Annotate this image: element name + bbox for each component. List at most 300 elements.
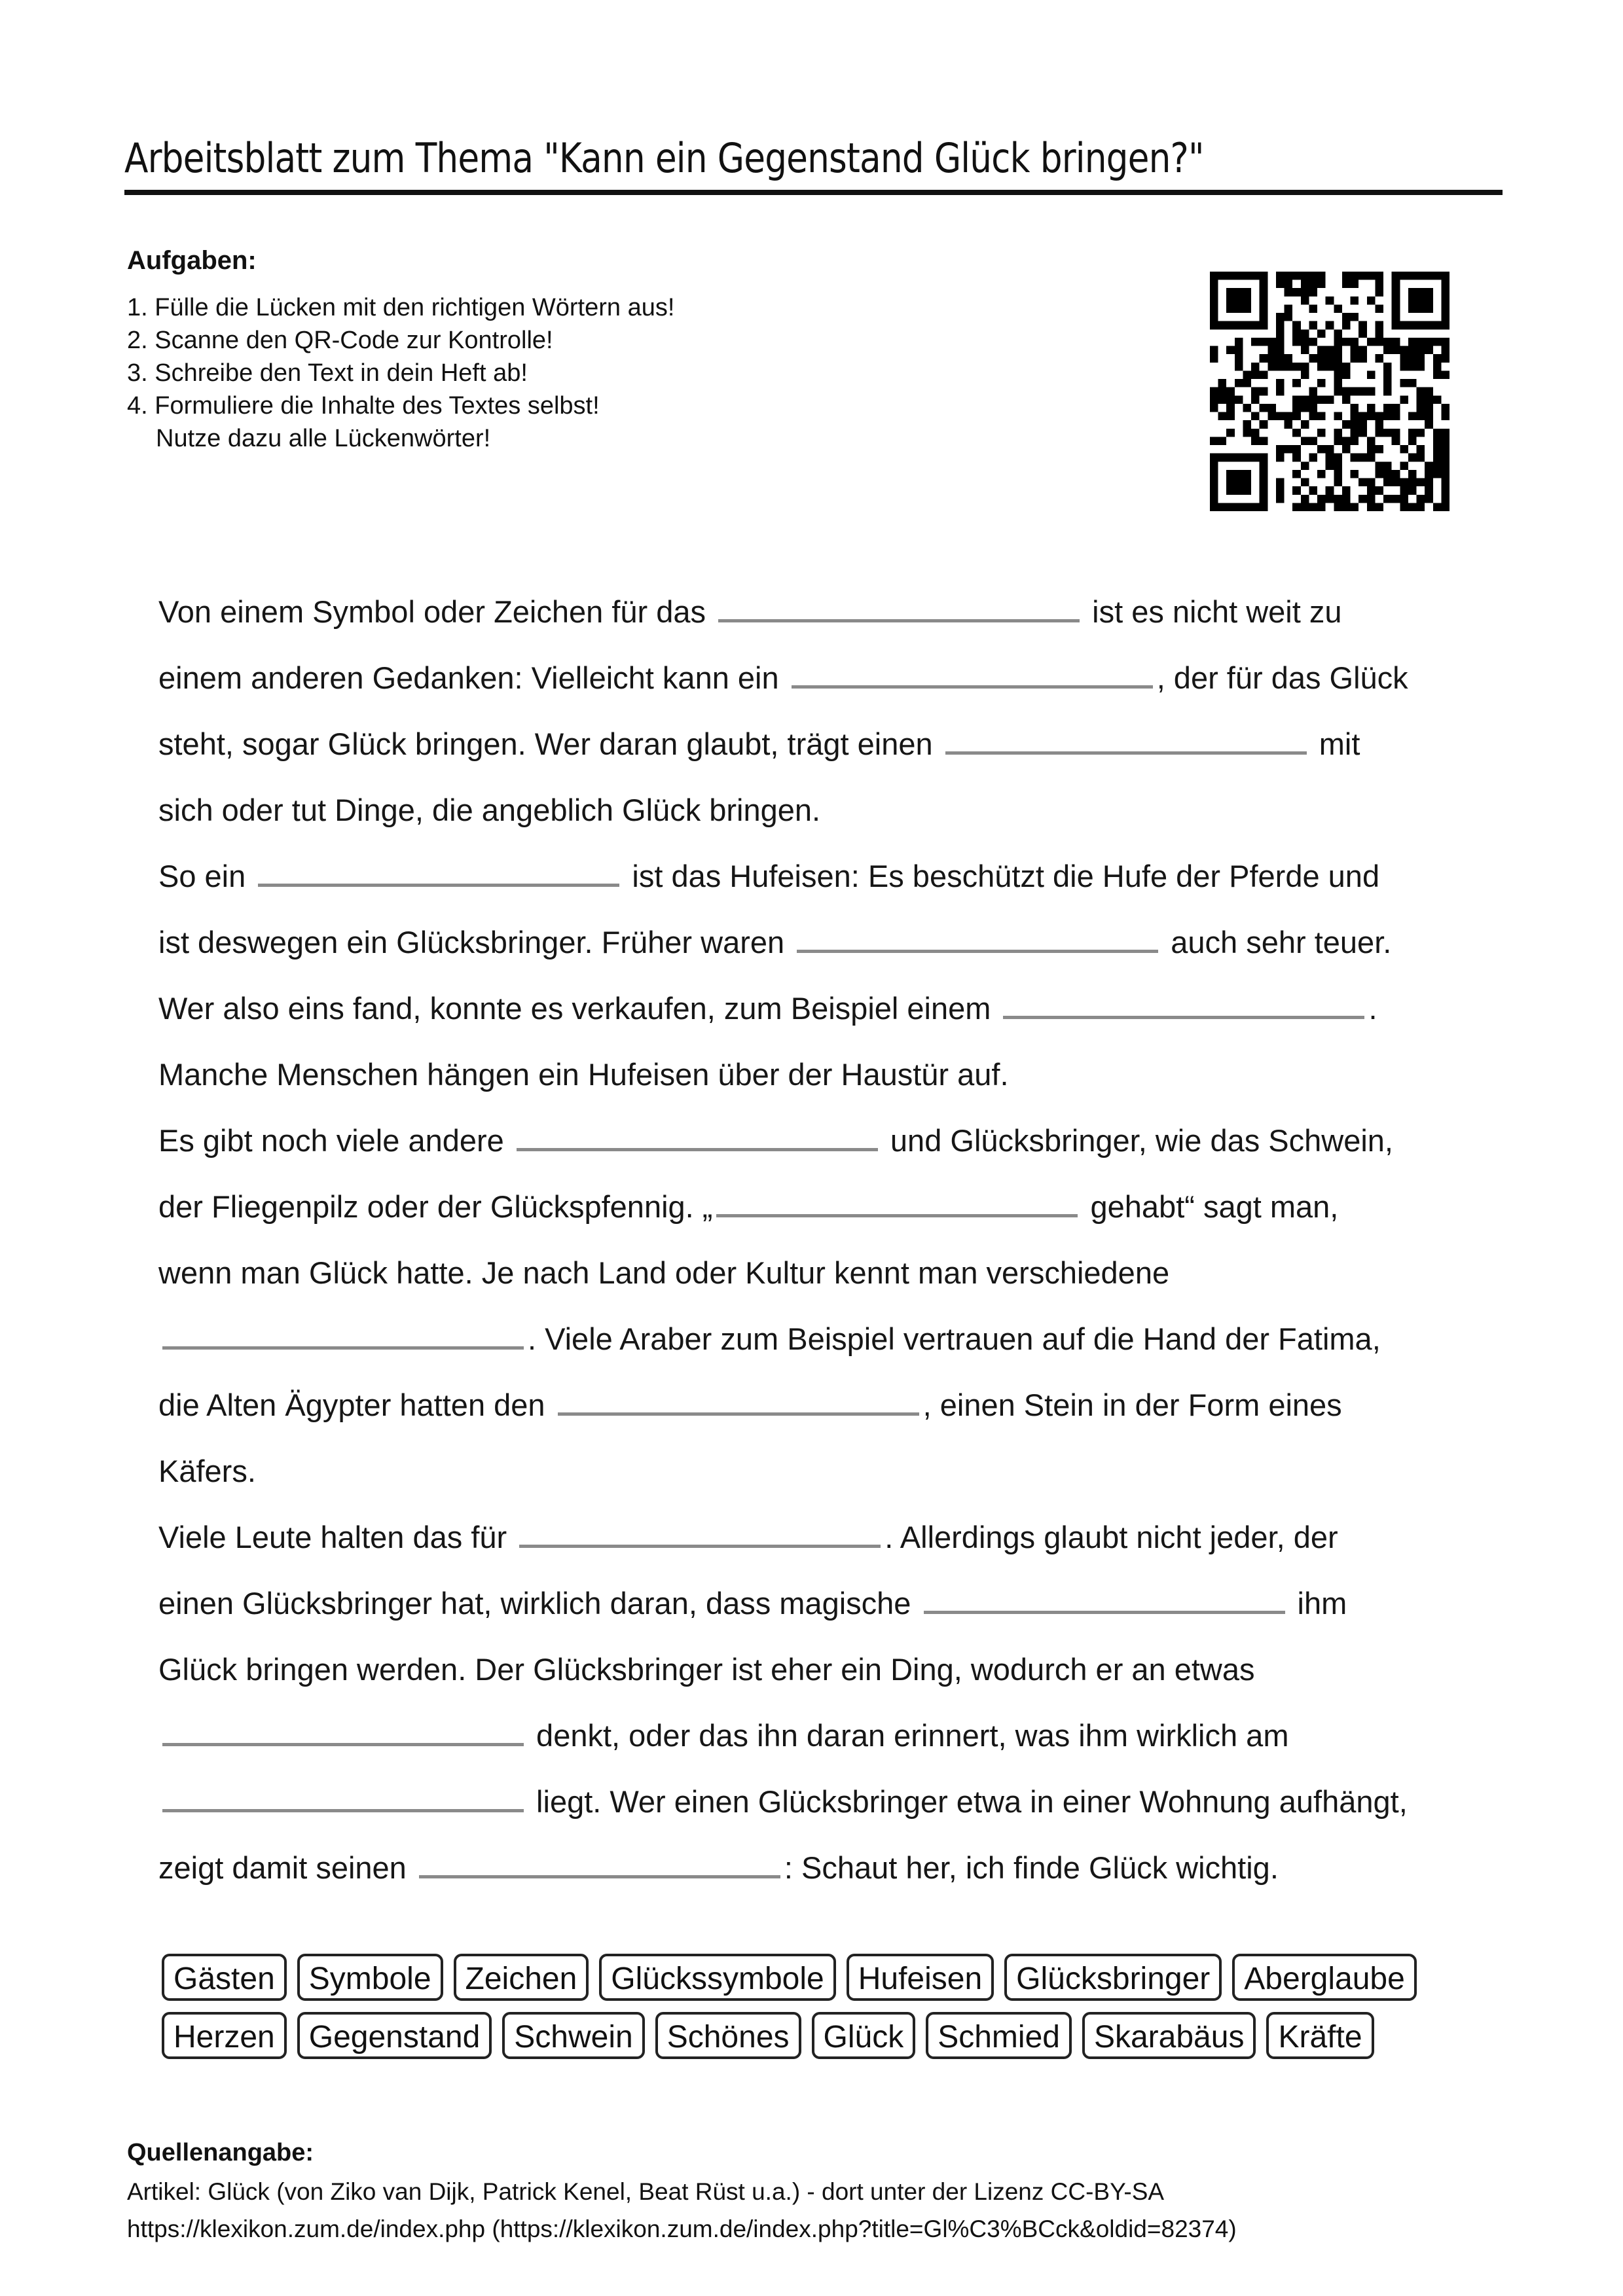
qr-module — [1243, 296, 1251, 305]
qr-module — [1417, 454, 1425, 462]
qr-module — [1210, 346, 1218, 355]
qr-module — [1260, 313, 1268, 321]
qr-module — [1251, 503, 1260, 511]
qr-module — [1400, 495, 1408, 503]
qr-module — [1210, 486, 1218, 495]
qr-module — [1260, 288, 1268, 296]
qr-module — [1292, 379, 1301, 387]
blank-field[interactable] — [258, 857, 619, 887]
qr-module — [1292, 363, 1301, 371]
qr-module — [1425, 346, 1433, 355]
qr-module — [1375, 445, 1383, 454]
cloze-segment: Viele Leute halten das für — [158, 1520, 516, 1554]
qr-module — [1342, 338, 1351, 346]
cloze-segment: : Schaut her, ich finde Glück wichtig. — [784, 1850, 1279, 1885]
qr-module — [1334, 370, 1342, 379]
cloze-line — [158, 1716, 1507, 1782]
qr-module — [1383, 379, 1392, 387]
qr-module — [1351, 387, 1359, 396]
qr-module — [1383, 478, 1392, 487]
qr-module — [1400, 272, 1408, 280]
word-chip[interactable]: Schönes — [655, 2012, 801, 2059]
qr-module — [1276, 445, 1285, 454]
qr-module — [1400, 346, 1408, 355]
qr-module — [1267, 363, 1276, 371]
qr-module — [1441, 304, 1450, 313]
qr-module — [1342, 445, 1351, 454]
qr-module — [1292, 445, 1301, 454]
qr-module — [1375, 329, 1383, 338]
qr-module — [1218, 395, 1227, 404]
cloze-line — [158, 857, 1507, 923]
qr-module — [1334, 338, 1342, 346]
qr-module — [1433, 321, 1442, 330]
qr-module — [1441, 313, 1450, 321]
qr-module — [1285, 313, 1293, 321]
qr-module — [1243, 379, 1251, 387]
qr-module — [1285, 363, 1293, 371]
qr-module — [1235, 470, 1243, 478]
qr-module — [1226, 296, 1235, 305]
blank-field[interactable] — [519, 1518, 881, 1548]
qr-module — [1260, 354, 1268, 363]
qr-module — [1309, 437, 1317, 445]
qr-module — [1441, 272, 1450, 280]
qr-module — [1408, 321, 1417, 330]
qr-module — [1235, 363, 1243, 371]
qr-module — [1292, 429, 1301, 437]
qr-module — [1408, 478, 1417, 487]
qr-module — [1351, 412, 1359, 421]
cloze-segment: auch sehr teuer. — [1162, 925, 1392, 960]
qr-module — [1334, 379, 1342, 387]
qr-module — [1210, 404, 1218, 412]
tasks-heading: Aufgaben: — [127, 246, 257, 275]
qr-module — [1251, 437, 1260, 445]
qr-module — [1235, 346, 1243, 355]
qr-module — [1441, 288, 1450, 296]
qr-module — [1210, 321, 1218, 330]
qr-module — [1351, 338, 1359, 346]
qr-module — [1285, 412, 1293, 421]
qr-module — [1441, 412, 1450, 421]
qr-module — [1417, 288, 1425, 296]
cloze-segment: , der für das Glück — [1156, 660, 1408, 695]
qr-module — [1433, 354, 1442, 363]
cloze-segment: Käfers. — [158, 1454, 256, 1488]
blank-field[interactable] — [924, 1585, 1285, 1614]
qr-module — [1218, 321, 1227, 330]
qr-module — [1276, 313, 1285, 321]
qr-module — [1267, 354, 1276, 363]
qr-module — [1226, 470, 1235, 478]
cloze-segment: denkt, oder das ihn daran erinnert, was ihm wirklich am — [528, 1718, 1289, 1753]
qr-module — [1301, 495, 1309, 503]
qr-module — [1408, 354, 1417, 363]
qr-module — [1433, 338, 1442, 346]
qr-module — [1425, 478, 1433, 487]
qr-module — [1235, 395, 1243, 404]
word-chip[interactable]: Schmied — [926, 2012, 1072, 2059]
qr-module — [1260, 370, 1268, 379]
qr-module — [1359, 387, 1367, 396]
qr-module — [1317, 429, 1326, 437]
cloze-line — [158, 1452, 1507, 1518]
qr-module — [1375, 304, 1383, 313]
qr-module — [1235, 379, 1243, 387]
qr-module — [1417, 272, 1425, 280]
qr-module — [1326, 454, 1334, 462]
qr-module — [1326, 495, 1334, 503]
cloze-line — [158, 1650, 1507, 1716]
qr-module — [1309, 412, 1317, 421]
qr-module — [1417, 321, 1425, 330]
qr-module — [1425, 288, 1433, 296]
qr-module — [1408, 304, 1417, 313]
cloze-segment: ihm — [1288, 1586, 1347, 1621]
qr-module — [1441, 280, 1450, 289]
qr-module — [1417, 412, 1425, 421]
qr-module — [1210, 395, 1218, 404]
qr-module — [1441, 346, 1450, 355]
qr-module — [1260, 437, 1268, 445]
cloze-segment: wenn man Glück hatte. Je nach Land oder Kultur kennt man verschiedene — [158, 1255, 1170, 1290]
word-chip[interactable]: Glückssymbole — [599, 1954, 835, 2001]
blank-field[interactable] — [162, 1717, 524, 1746]
qr-module — [1309, 288, 1317, 296]
qr-module — [1326, 486, 1334, 495]
qr-module — [1425, 395, 1433, 404]
cloze-segment: ist deswegen ein Glücksbringer. Früher waren — [158, 925, 793, 960]
qr-module — [1276, 478, 1285, 487]
word-chip[interactable]: Gegenstand — [297, 2012, 492, 2059]
qr-module — [1276, 354, 1285, 363]
qr-module — [1351, 280, 1359, 289]
qr-module — [1218, 272, 1227, 280]
qr-module — [1317, 503, 1326, 511]
qr-module — [1210, 470, 1218, 478]
qr-module — [1243, 304, 1251, 313]
qr-module — [1334, 429, 1342, 437]
cloze-segment: der Fliegenpilz oder der Glückspfennig. „ — [158, 1189, 713, 1224]
cloze-segment: Wer also eins fand, konnte es verkaufen, zum Beispiel einem — [158, 991, 1000, 1026]
qr-module — [1260, 296, 1268, 305]
qr-module — [1433, 370, 1442, 379]
word-chip[interactable]: Schwein — [502, 2012, 644, 2059]
qr-module — [1260, 461, 1268, 470]
qr-module — [1400, 478, 1408, 487]
qr-module — [1251, 429, 1260, 437]
qr-module — [1301, 420, 1309, 429]
word-chip[interactable]: Hufeisen — [847, 1954, 994, 2001]
qr-module — [1342, 363, 1351, 371]
qr-module — [1441, 503, 1450, 511]
qr-module — [1400, 321, 1408, 330]
qr-module — [1260, 503, 1268, 511]
qr-module — [1433, 503, 1442, 511]
qr-module — [1251, 454, 1260, 462]
task-item: 3. Schreibe den Text in dein Heft ab! — [127, 359, 528, 387]
qr-module — [1251, 395, 1260, 404]
qr-module — [1441, 495, 1450, 503]
qr-module — [1408, 338, 1417, 346]
qr-module — [1408, 379, 1417, 387]
blank-field[interactable] — [945, 725, 1307, 755]
qr-module — [1367, 404, 1376, 412]
qr-module — [1243, 454, 1251, 462]
qr-module — [1210, 280, 1218, 289]
qr-module — [1342, 370, 1351, 379]
qr-module — [1417, 296, 1425, 305]
qr-module — [1433, 470, 1442, 478]
cloze-segment: gehabt“ sagt man, — [1082, 1189, 1339, 1224]
qr-module — [1425, 495, 1433, 503]
qr-module — [1367, 454, 1376, 462]
source-link[interactable]: https://klexikon.zum.de/index.php (https://klexikon.zum.de/index.php?title=Gl%C3%BCck&oldid=82374) — [127, 2215, 1237, 2242]
cloze-segment: Es gibt noch viele andere — [158, 1123, 513, 1158]
qr-module — [1375, 280, 1383, 289]
qr-module — [1392, 437, 1400, 445]
qr-module — [1260, 321, 1268, 330]
word-chip[interactable]: Glück — [812, 2012, 916, 2059]
blank-field[interactable] — [517, 1122, 878, 1151]
qr-module — [1359, 354, 1367, 363]
blank-field[interactable] — [718, 593, 1080, 622]
qr-module — [1367, 296, 1376, 305]
word-chip[interactable]: Skarabäus — [1082, 2012, 1256, 2059]
qr-module — [1400, 379, 1408, 387]
qr-module — [1417, 346, 1425, 355]
qr-module — [1243, 503, 1251, 511]
qr-module — [1375, 503, 1383, 511]
qr-module — [1408, 288, 1417, 296]
qr-module — [1292, 395, 1301, 404]
qr-module — [1433, 429, 1442, 437]
qr-module — [1351, 420, 1359, 429]
qr-code-icon[interactable] — [1210, 272, 1450, 511]
qr-module — [1367, 486, 1376, 495]
qr-module — [1243, 486, 1251, 495]
qr-module — [1351, 272, 1359, 280]
blank-field[interactable] — [1003, 990, 1364, 1019]
qr-module — [1301, 478, 1309, 487]
qr-module — [1392, 429, 1400, 437]
cloze-line — [158, 1848, 1507, 1914]
qr-module — [1400, 363, 1408, 371]
word-chip[interactable]: Gästen — [162, 1954, 287, 2001]
blank-field[interactable] — [797, 924, 1158, 953]
qr-module — [1392, 412, 1400, 421]
qr-module — [1441, 429, 1450, 437]
qr-module — [1375, 412, 1383, 421]
qr-module — [1334, 354, 1342, 363]
qr-module — [1267, 412, 1276, 421]
qr-module — [1210, 272, 1218, 280]
qr-module — [1383, 495, 1392, 503]
qr-module — [1375, 486, 1383, 495]
qr-module — [1276, 486, 1285, 495]
cloze-line — [158, 1782, 1507, 1848]
qr-module — [1417, 387, 1425, 396]
qr-module — [1218, 503, 1227, 511]
qr-module — [1292, 454, 1301, 462]
qr-module — [1226, 395, 1235, 404]
qr-module — [1226, 478, 1235, 487]
qr-module — [1260, 304, 1268, 313]
qr-module — [1243, 470, 1251, 478]
qr-module — [1441, 370, 1450, 379]
qr-module — [1425, 461, 1433, 470]
qr-module — [1292, 412, 1301, 421]
qr-module — [1441, 437, 1450, 445]
qr-module — [1218, 454, 1227, 462]
word-bank — [162, 1954, 1510, 2070]
blank-field[interactable] — [792, 659, 1153, 689]
qr-module — [1276, 346, 1285, 355]
qr-module — [1235, 288, 1243, 296]
qr-module — [1351, 354, 1359, 363]
blank-field[interactable] — [716, 1188, 1078, 1217]
qr-module — [1235, 503, 1243, 511]
qr-module — [1417, 338, 1425, 346]
qr-module — [1309, 272, 1317, 280]
qr-module — [1383, 404, 1392, 412]
cloze-segment: ist es nicht weit zu — [1084, 594, 1342, 629]
qr-module — [1367, 387, 1376, 396]
qr-module — [1226, 404, 1235, 412]
qr-module — [1210, 495, 1218, 503]
qr-module — [1235, 296, 1243, 305]
word-chip[interactable]: Glücksbringer — [1004, 1954, 1222, 2001]
qr-module — [1260, 404, 1268, 412]
qr-module — [1292, 321, 1301, 330]
qr-module — [1342, 420, 1351, 429]
qr-module — [1383, 387, 1392, 396]
qr-module — [1251, 412, 1260, 421]
qr-module — [1235, 486, 1243, 495]
word-chip[interactable]: Herzen — [162, 2012, 287, 2059]
qr-module — [1301, 363, 1309, 371]
qr-module — [1243, 272, 1251, 280]
cloze-line — [158, 1319, 1507, 1386]
qr-module — [1392, 280, 1400, 289]
qr-module — [1417, 354, 1425, 363]
cloze-segment: und Glücksbringer, wie das Schwein, — [881, 1123, 1393, 1158]
word-chip[interactable]: Symbole — [297, 1954, 443, 2001]
blank-field[interactable] — [419, 1849, 780, 1878]
qr-module — [1226, 503, 1235, 511]
qr-module — [1383, 412, 1392, 421]
qr-module — [1226, 288, 1235, 296]
qr-module — [1292, 486, 1301, 495]
qr-module — [1285, 304, 1293, 313]
qr-module — [1342, 280, 1351, 289]
word-chip[interactable]: Aberglaube — [1232, 1954, 1417, 2001]
cloze-line — [158, 1584, 1507, 1650]
qr-module — [1260, 478, 1268, 487]
qr-module — [1334, 478, 1342, 487]
qr-module — [1218, 379, 1227, 387]
qr-module — [1210, 304, 1218, 313]
qr-module — [1351, 503, 1359, 511]
source-text — [127, 2173, 1237, 2248]
qr-module — [1317, 495, 1326, 503]
qr-module — [1334, 503, 1342, 511]
qr-module — [1359, 321, 1367, 330]
qr-module — [1425, 387, 1433, 396]
qr-module — [1317, 280, 1326, 289]
qr-module — [1367, 478, 1376, 487]
qr-module — [1210, 296, 1218, 305]
qr-module — [1417, 429, 1425, 437]
qr-module — [1292, 404, 1301, 412]
qr-module — [1235, 272, 1243, 280]
qr-module — [1251, 387, 1260, 396]
qr-module — [1441, 338, 1450, 346]
qr-module — [1285, 420, 1293, 429]
qr-module — [1226, 454, 1235, 462]
qr-module — [1301, 437, 1309, 445]
cloze-line — [158, 1055, 1507, 1121]
qr-module — [1351, 470, 1359, 478]
qr-module — [1342, 387, 1351, 396]
qr-module — [1417, 503, 1425, 511]
qr-module — [1351, 296, 1359, 305]
qr-module — [1243, 370, 1251, 379]
qr-module — [1276, 272, 1285, 280]
qr-module — [1433, 437, 1442, 445]
qr-module — [1408, 429, 1417, 437]
qr-module — [1392, 272, 1400, 280]
qr-module — [1417, 395, 1425, 404]
qr-module — [1317, 354, 1326, 363]
blank-field[interactable] — [162, 1783, 524, 1812]
qr-module — [1400, 503, 1408, 511]
qr-module — [1317, 470, 1326, 478]
blank-field[interactable] — [162, 1320, 524, 1350]
qr-module — [1243, 404, 1251, 412]
qr-module — [1425, 420, 1433, 429]
qr-module — [1292, 272, 1301, 280]
qr-module — [1301, 461, 1309, 470]
cloze-segment: liegt. Wer einen Glücksbringer etwa in einer Wohnung aufhängt, — [528, 1784, 1408, 1819]
qr-module — [1392, 296, 1400, 305]
blank-field[interactable] — [558, 1386, 919, 1416]
qr-module — [1235, 478, 1243, 487]
qr-module — [1441, 445, 1450, 454]
cloze-line — [158, 791, 1507, 857]
task-list — [127, 291, 674, 455]
qr-module — [1433, 272, 1442, 280]
word-chip[interactable]: Zeichen — [454, 1954, 589, 2001]
qr-module — [1433, 461, 1442, 470]
qr-module — [1301, 395, 1309, 404]
qr-module — [1367, 437, 1376, 445]
qr-module — [1267, 404, 1276, 412]
qr-module — [1400, 486, 1408, 495]
qr-module — [1359, 272, 1367, 280]
qr-module — [1383, 338, 1392, 346]
qr-module — [1226, 486, 1235, 495]
qr-module — [1317, 395, 1326, 404]
qr-module — [1334, 461, 1342, 470]
qr-module — [1367, 445, 1376, 454]
qr-module — [1375, 288, 1383, 296]
qr-module — [1285, 272, 1293, 280]
qr-module — [1359, 420, 1367, 429]
word-chip[interactable]: Kräfte — [1266, 2012, 1374, 2059]
cloze-line — [158, 1253, 1507, 1319]
